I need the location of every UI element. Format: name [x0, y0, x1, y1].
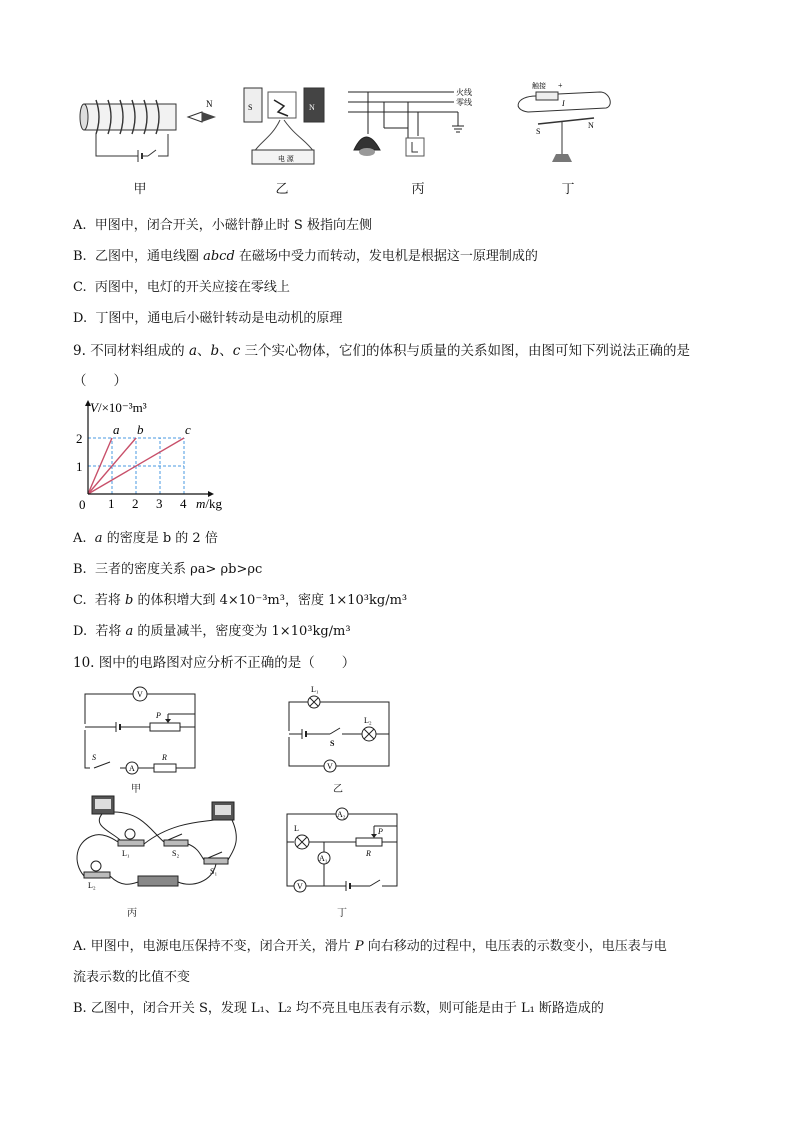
- x-tick-1: 1: [108, 496, 115, 511]
- q8-option-d[interactable]: D. 丁图中，通电后小磁针转动是电动机的原理: [73, 311, 343, 326]
- jia-switch-s: S: [92, 753, 96, 762]
- ding-voltmeter: V: [297, 882, 303, 891]
- figure-ding-oersted: [510, 80, 620, 174]
- bing-s1: S₁: [210, 867, 218, 876]
- svg-text:N: N: [206, 99, 213, 109]
- svg-text:零线: 零线: [456, 98, 472, 107]
- x-axis-label: m/kg: [196, 496, 223, 511]
- q10-caption-ding: 丁: [337, 908, 347, 919]
- series-label-a: a: [113, 422, 120, 437]
- figure-bing-wiring: [346, 82, 476, 172]
- origin-label: 0: [79, 497, 86, 512]
- yi-l2: L₂: [364, 716, 372, 725]
- q10-circuit-yi: [284, 684, 394, 780]
- yi-power: 电 源: [278, 155, 294, 163]
- ding-a1: A₁: [319, 854, 328, 863]
- bing-l2: L₂: [88, 881, 96, 890]
- q10-option-b[interactable]: B. 乙图中，闭合开关 S，发现 L₁、L₂ 均不亮且电压表有示数，则可能是由于 L₁ 断路造成的: [73, 1001, 604, 1016]
- caption-bing: 丙: [411, 182, 425, 197]
- figure-jia-solenoid: [78, 90, 228, 170]
- q9-answer-blank[interactable]: （ ）: [73, 373, 127, 389]
- q9-chart-svg: [74, 396, 224, 516]
- q8-option-c[interactable]: C. 丙图中，电灯的开关应接在零线上: [73, 280, 290, 295]
- caption-ding: 丁: [561, 182, 575, 197]
- q8-option-b[interactable]: B. 乙图中，通电线圈 abcd 在磁场中受力而转动，发电机是根据这一原理制成的: [73, 249, 538, 264]
- caption-jia: 甲: [133, 182, 147, 197]
- ding-slider-p: P: [378, 827, 383, 836]
- yi-s-pole: S: [248, 103, 253, 112]
- svg-text:S: S: [536, 127, 541, 136]
- q10-caption-jia: 甲: [131, 784, 141, 795]
- ding-a2: A₂: [337, 810, 346, 819]
- jia-voltmeter: V: [137, 690, 143, 699]
- q9-option-a[interactable]: A. a 的密度是 b 的 2 倍: [73, 531, 218, 546]
- yi-voltmeter: V: [327, 762, 333, 771]
- y-tick-1: 1: [76, 459, 83, 474]
- series-label-c: c: [185, 422, 191, 437]
- series-label-b: b: [137, 422, 144, 437]
- jia-ammeter: A: [129, 764, 135, 773]
- q9-chart: [74, 396, 224, 516]
- bing-s2: S₂: [172, 849, 180, 858]
- y-axis-label: V/×10⁻³m³: [90, 400, 147, 415]
- svg-text:火线: 火线: [456, 88, 472, 97]
- ding-lamp-l: L: [294, 824, 299, 833]
- q9-option-b[interactable]: B. 三者的密度关系 ρa> ρb>ρc: [73, 562, 263, 577]
- jia-slider-p: P: [156, 711, 161, 720]
- yi-n-pole: N: [309, 103, 315, 112]
- x-tick-4: 4: [180, 496, 187, 511]
- svg-text:触接: 触接: [532, 82, 546, 90]
- ding-resistor-r: R: [366, 849, 371, 858]
- yi-switch-s: S: [330, 739, 335, 748]
- q10-option-a-line2: 流表示数的比值不变: [73, 970, 191, 985]
- q10-stem: 10. 图中的电路图对应分析不正确的是（ ）: [73, 655, 356, 671]
- q9-option-c[interactable]: C. 若将 b 的体积增大到 4×10⁻³m³，密度 1×10³kg/m³: [73, 593, 408, 608]
- svg-text:+: +: [558, 81, 563, 90]
- y-tick-2: 2: [76, 431, 83, 446]
- q10-caption-yi: 乙: [333, 784, 343, 795]
- caption-yi: 乙: [275, 182, 289, 197]
- q10-option-a[interactable]: A. 甲图中，电源电压保持不变，闭合开关，滑片 P 向右移动的过程中，电压表的示数变小，电压表与电: [73, 939, 667, 954]
- q9-option-d[interactable]: D. 若将 a 的质量减半，密度变为 1×10³kg/m³: [73, 624, 351, 639]
- q10-circuit-bing: [72, 792, 248, 900]
- jia-resistor-r: R: [162, 753, 167, 762]
- svg-text:N: N: [588, 121, 594, 130]
- svg-text:I: I: [562, 99, 565, 108]
- yi-l1: L₁: [311, 685, 319, 694]
- q8-option-a[interactable]: A. 甲图中，闭合开关，小磁针静止时 S 极指向左侧: [73, 218, 372, 233]
- x-tick-2: 2: [132, 496, 139, 511]
- x-tick-3: 3: [156, 496, 163, 511]
- bing-l1: L₁: [122, 849, 130, 858]
- figure-yi-motor: [240, 82, 330, 174]
- q10-circuit-ding: [282, 804, 402, 896]
- q9-stem: 9. 不同材料组成的 a、b、c 三个实心物体，它们的体积与质量的关系如图，由图可知下列说法正确的是: [73, 343, 691, 359]
- q10-caption-bing: 丙: [127, 908, 137, 919]
- q10-circuit-jia: [80, 684, 200, 780]
